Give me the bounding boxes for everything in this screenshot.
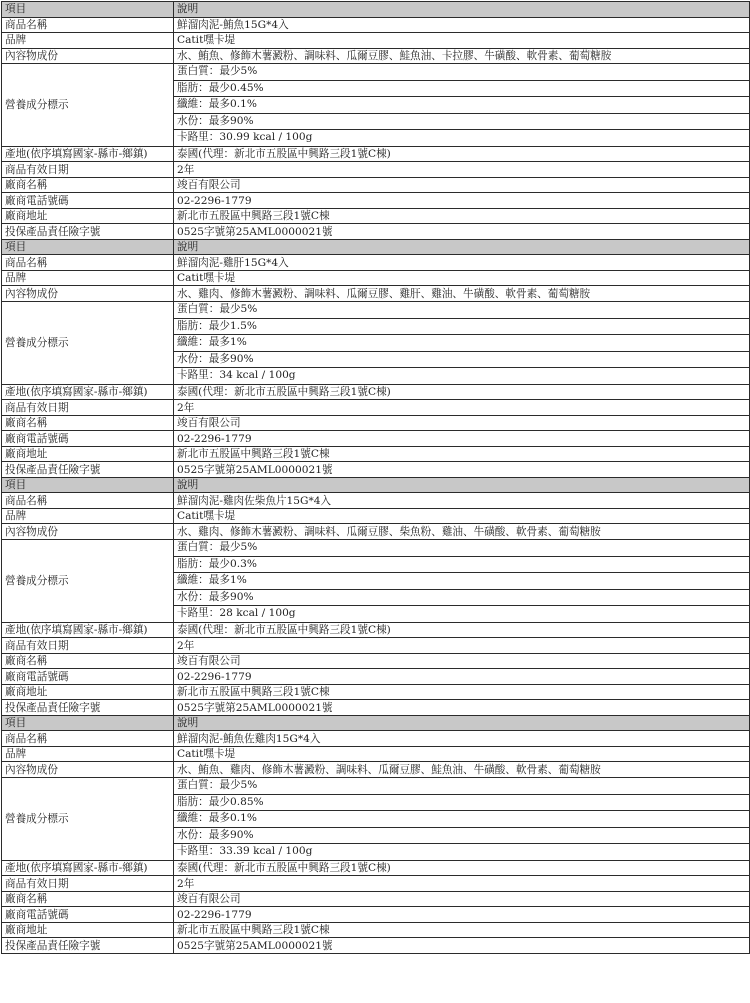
row-value: 泰國(代理：新北市五股區中興路三段1號C棟) [174, 146, 750, 162]
origin-row [2, 622, 750, 638]
row-value: 泰國(代理：新北市五股區中興路三段1號C棟) [174, 384, 750, 400]
nutrition-values [174, 301, 750, 384]
ingredients-row [2, 524, 750, 540]
nutrition-line: 卡路里：30.99 kcal / 100g [177, 131, 313, 144]
row-label: 廠商地址 [2, 922, 174, 938]
row-label: 商品名稱 [2, 493, 174, 509]
shelf-life-row [2, 400, 750, 416]
row-value: 竣百有限公司 [174, 891, 750, 907]
row-value: 水、鮪魚、雞肉、修飾木薯澱粉、調味料、瓜爾豆膠、鮭魚油、牛磺酸、軟骨素、葡萄糖胺 [174, 762, 750, 778]
row-value: 鮮溜肉泥-鮪魚15G*4入 [174, 17, 750, 33]
row-value: 02-2296-1779 [174, 907, 750, 923]
header-item-label: 項目 [2, 477, 174, 493]
phone-row [2, 907, 750, 923]
row-value: 新北市五股區中興路三段1號C棟 [174, 446, 750, 462]
row-value: Catit嘿卡堤 [174, 270, 750, 286]
row-label: 商品有效日期 [2, 162, 174, 178]
row-label: 商品名稱 [2, 17, 174, 33]
brand-row [2, 746, 750, 762]
nutrition-line: 水份：最多90% [174, 114, 749, 131]
row-label: 產地(依序填寫國家-縣市-鄉鎮) [2, 146, 174, 162]
row-label: 內容物成份 [2, 48, 174, 64]
ingredients-row [2, 762, 750, 778]
nutrition-row [2, 64, 750, 147]
row-label: 內容物成份 [2, 762, 174, 778]
row-label: 投保產品責任險字號 [2, 938, 174, 954]
product-spec-sheet [0, 1, 750, 954]
nutrition-values [174, 777, 750, 860]
row-label: 廠商地址 [2, 446, 174, 462]
brand-row [2, 33, 750, 49]
row-label: 內容物成份 [2, 286, 174, 302]
product-name-row [2, 731, 750, 747]
origin-row [2, 384, 750, 400]
row-label: 品牌 [2, 508, 174, 524]
row-value: Catit嘿卡堤 [174, 508, 750, 524]
ingredients-row [2, 286, 750, 302]
row-label: 廠商名稱 [2, 891, 174, 907]
row-value: 鮮溜肉泥-雞肉佐柴魚片15G*4入 [174, 493, 750, 509]
nutrition-values [174, 64, 750, 147]
row-label: 品牌 [2, 746, 174, 762]
nutrition-line: 卡路里：34 kcal / 100g [177, 369, 296, 382]
header-item-label: 項目 [2, 715, 174, 731]
manufacturer-row [2, 891, 750, 907]
row-value: 鮮溜肉泥-鮪魚佐雞肉15G*4入 [174, 731, 750, 747]
row-value: 竣百有限公司 [174, 415, 750, 431]
row-value: 2年 [174, 400, 750, 416]
nutrition-values [174, 539, 750, 622]
row-label: 廠商名稱 [2, 177, 174, 193]
brand-row [2, 508, 750, 524]
row-label: 產地(依序填寫國家-縣市-鄉鎮) [2, 622, 174, 638]
row-value: 泰國(代理：新北市五股區中興路三段1號C棟) [174, 622, 750, 638]
nutrition-line: 卡路里：28 kcal / 100g [177, 607, 296, 620]
row-value: 0525字號第25AML0000021號 [174, 700, 750, 716]
row-value: 2年 [174, 876, 750, 892]
nutrition-line: 脂肪：最少0.85% [174, 795, 749, 812]
row-label: 廠商地址 [2, 208, 174, 224]
row-value: 2年 [174, 162, 750, 178]
row-value: 竣百有限公司 [174, 653, 750, 669]
manufacturer-row [2, 653, 750, 669]
insurance-row [2, 700, 750, 716]
manufacturer-row [2, 415, 750, 431]
row-label: 廠商電話號碼 [2, 907, 174, 923]
section-header-row [2, 2, 750, 18]
shelf-life-row [2, 162, 750, 178]
address-row [2, 684, 750, 700]
row-value: 水、鮪魚、修飾木薯澱粉、調味料、瓜爾豆膠、鮭魚油、卡拉膠、牛磺酸、軟骨素、葡萄糖胺 [174, 48, 750, 64]
phone-row [2, 431, 750, 447]
row-label: 廠商名稱 [2, 653, 174, 669]
row-value: Catit嘿卡堤 [174, 746, 750, 762]
insurance-row [2, 938, 750, 954]
section-header-row [2, 477, 750, 493]
row-label: 產地(依序填寫國家-縣市-鄉鎮) [2, 860, 174, 876]
row-label: 廠商電話號碼 [2, 431, 174, 447]
row-label: 廠商地址 [2, 684, 174, 700]
row-value: 02-2296-1779 [174, 193, 750, 209]
row-value: 新北市五股區中興路三段1號C棟 [174, 208, 750, 224]
row-value: 新北市五股區中興路三段1號C棟 [174, 684, 750, 700]
product-name-row [2, 255, 750, 271]
nutrition-line: 纖維：最多0.1% [174, 97, 749, 114]
row-label: 投保產品責任險字號 [2, 462, 174, 478]
row-value: 鮮溜肉泥-雞肝15G*4入 [174, 255, 750, 271]
row-label: 產地(依序填寫國家-縣市-鄉鎮) [2, 384, 174, 400]
nutrition-line: 水份：最多90% [174, 828, 749, 845]
row-value: 2年 [174, 638, 750, 654]
row-value: 新北市五股區中興路三段1號C棟 [174, 922, 750, 938]
nutrition-line: 纖維：最多1% [174, 573, 749, 590]
ingredients-row [2, 48, 750, 64]
row-label: 品牌 [2, 33, 174, 49]
insurance-row [2, 224, 750, 240]
nutrition-label: 營養成分標示 [2, 539, 174, 622]
nutrition-row [2, 777, 750, 860]
header-desc-label: 說明 [174, 477, 750, 493]
header-desc-label: 說明 [174, 715, 750, 731]
row-value: 02-2296-1779 [174, 431, 750, 447]
row-value: 0525字號第25AML0000021號 [174, 224, 750, 240]
nutrition-row [2, 539, 750, 622]
insurance-row [2, 462, 750, 478]
row-value: 竣百有限公司 [174, 177, 750, 193]
brand-row [2, 270, 750, 286]
header-desc-label: 說明 [174, 239, 750, 255]
row-value: Catit嘿卡堤 [174, 33, 750, 49]
row-label: 廠商電話號碼 [2, 193, 174, 209]
nutrition-label: 營養成分標示 [2, 301, 174, 384]
header-item-label: 項目 [2, 2, 174, 18]
row-value: 水、雞肉、修飾木薯澱粉、調味料、瓜爾豆膠、雞肝、雞油、牛磺酸、軟骨素、葡萄糖胺 [174, 286, 750, 302]
nutrition-line: 蛋白質：最少5% [174, 540, 749, 557]
row-value: 泰國(代理：新北市五股區中興路三段1號C棟) [174, 860, 750, 876]
header-desc-label: 說明 [174, 2, 750, 18]
nutrition-line: 脂肪：最少1.5% [174, 319, 749, 336]
nutrition-line: 脂肪：最少0.45% [174, 81, 749, 98]
row-label: 內容物成份 [2, 524, 174, 540]
nutrition-line: 水份：最多90% [174, 590, 749, 607]
origin-row [2, 146, 750, 162]
row-label: 投保產品責任險字號 [2, 224, 174, 240]
nutrition-line: 水份：最多90% [174, 352, 749, 369]
shelf-life-row [2, 638, 750, 654]
row-value: 02-2296-1779 [174, 669, 750, 685]
row-label: 投保產品責任險字號 [2, 700, 174, 716]
row-label: 品牌 [2, 270, 174, 286]
manufacturer-row [2, 177, 750, 193]
origin-row [2, 860, 750, 876]
address-row [2, 446, 750, 462]
nutrition-line: 纖維：最多0.1% [174, 811, 749, 828]
row-label: 廠商名稱 [2, 415, 174, 431]
address-row [2, 208, 750, 224]
nutrition-line: 蛋白質：最少5% [174, 778, 749, 795]
row-label: 商品有效日期 [2, 638, 174, 654]
product-name-row [2, 17, 750, 33]
shelf-life-row [2, 876, 750, 892]
nutrition-line: 蛋白質：最少5% [174, 302, 749, 319]
nutrition-line: 蛋白質：最少5% [174, 64, 749, 81]
row-label: 商品有效日期 [2, 876, 174, 892]
nutrition-label: 營養成分標示 [2, 64, 174, 147]
phone-row [2, 669, 750, 685]
spec-table-body [2, 2, 750, 954]
nutrition-line: 纖維：最多1% [174, 335, 749, 352]
product-spec-table [1, 1, 750, 954]
nutrition-label: 營養成分標示 [2, 777, 174, 860]
address-row [2, 922, 750, 938]
phone-row [2, 193, 750, 209]
row-label: 商品有效日期 [2, 400, 174, 416]
nutrition-line: 卡路里：33.39 kcal / 100g [177, 845, 313, 858]
row-value: 0525字號第25AML0000021號 [174, 462, 750, 478]
section-header-row [2, 715, 750, 731]
nutrition-row [2, 301, 750, 384]
row-label: 商品名稱 [2, 255, 174, 271]
header-item-label: 項目 [2, 239, 174, 255]
row-value: 水、雞肉、修飾木薯澱粉、調味料、瓜爾豆膠、柴魚粉、雞油、牛磺酸、軟骨素、葡萄糖胺 [174, 524, 750, 540]
row-label: 商品名稱 [2, 731, 174, 747]
nutrition-line: 脂肪：最少0.3% [174, 557, 749, 574]
row-value: 0525字號第25AML0000021號 [174, 938, 750, 954]
section-header-row [2, 239, 750, 255]
row-label: 廠商電話號碼 [2, 669, 174, 685]
product-name-row [2, 493, 750, 509]
